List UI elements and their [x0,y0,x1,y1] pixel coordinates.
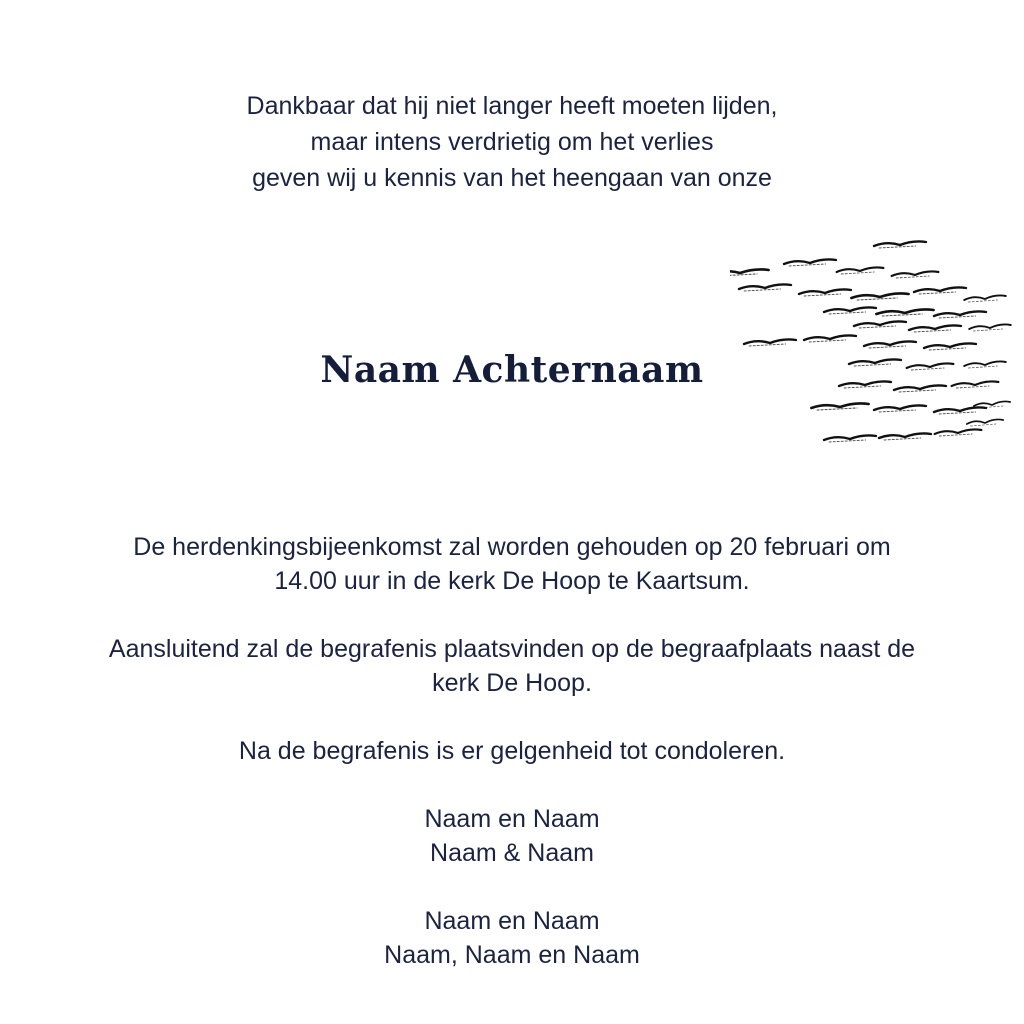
intro-line-3: geven wij u kennis van het heengaan van onze [252,164,772,192]
bird-shape [851,293,908,298]
bird-texture [919,292,955,294]
intro-line-2: maar intens verdrietig om het verlies [310,128,714,156]
condolence-line: Na de begrafenis is er gelgenheid tot condoleren. [238,737,786,765]
bird-shape [784,259,836,264]
signatures-group-1 [60,802,964,870]
bird-shape [804,335,856,340]
bird-texture [968,300,997,302]
bird-shape [837,267,884,272]
signature-line-4: Naam, Naam en Naam [384,941,640,969]
intro-line-1: Dankbaar dat hij niet langer heeft moeten lijden, [246,92,778,120]
bird-shape [879,433,931,438]
bird-shape [967,419,1003,424]
signature-line-2: Naam & Naam [430,839,594,867]
bird-texture [879,410,915,412]
announcement-body [60,530,964,972]
bird-texture [829,440,865,442]
signature-line-3: Naam en Naam [424,907,600,935]
bird-texture [817,408,857,410]
burial-line-1: Aansluitend zal de begrafenis plaatsvinden op de begraafplaats naast de [108,635,916,663]
bird-shape [969,324,1011,329]
bird-shape [892,271,939,276]
bird-shape [909,325,961,330]
bird-texture [970,424,995,426]
bird-shape [874,241,926,246]
bird-shape [874,405,926,410]
bird-shape [854,321,906,326]
bird-shape [799,289,851,294]
condolence-paragraph [60,734,964,768]
bird-texture [939,316,975,318]
bird-shape [914,287,966,292]
bird-texture [939,434,972,436]
bird-shape [935,429,982,434]
bird-texture [939,412,975,414]
bird-texture [882,314,922,316]
bird-shape [876,309,933,314]
bird-texture [809,340,845,342]
bird-texture [744,289,780,291]
ceremony-line-1: De herdenkingsbijeenkomst zal worden gehouden op 20 februari om [133,533,891,561]
bird-texture [973,329,1002,331]
deceased-name: Naam Achternaam [320,349,704,391]
bird-texture [804,294,840,296]
bird-shape [824,307,876,312]
bird-texture [859,326,895,328]
bird-shape [824,435,876,440]
signatures-group-2 [60,904,964,972]
bird-texture [884,438,920,440]
bird-shape [934,311,986,316]
bird-shape [974,401,1010,406]
bird-texture [789,264,825,266]
intro-text [0,88,1024,196]
bird-shape [964,295,1006,300]
bird-shape [811,403,868,408]
bird-texture [896,276,929,278]
bird-texture [857,298,897,300]
ceremony-line-2: 14.00 uur in de kerk De Hoop te Kaartsum. [274,567,750,595]
burial-paragraph [60,632,964,700]
bird-texture [730,274,757,276]
bird-shape [739,284,791,289]
bird-shape [730,269,769,274]
signature-line-1: Naam en Naam [424,805,600,833]
bird-texture [914,330,950,332]
bird-texture [829,312,865,314]
bird-texture [841,272,874,274]
ceremony-paragraph [60,530,964,598]
burial-line-2: kerk De Hoop. [432,669,592,697]
bird-texture [879,246,915,248]
